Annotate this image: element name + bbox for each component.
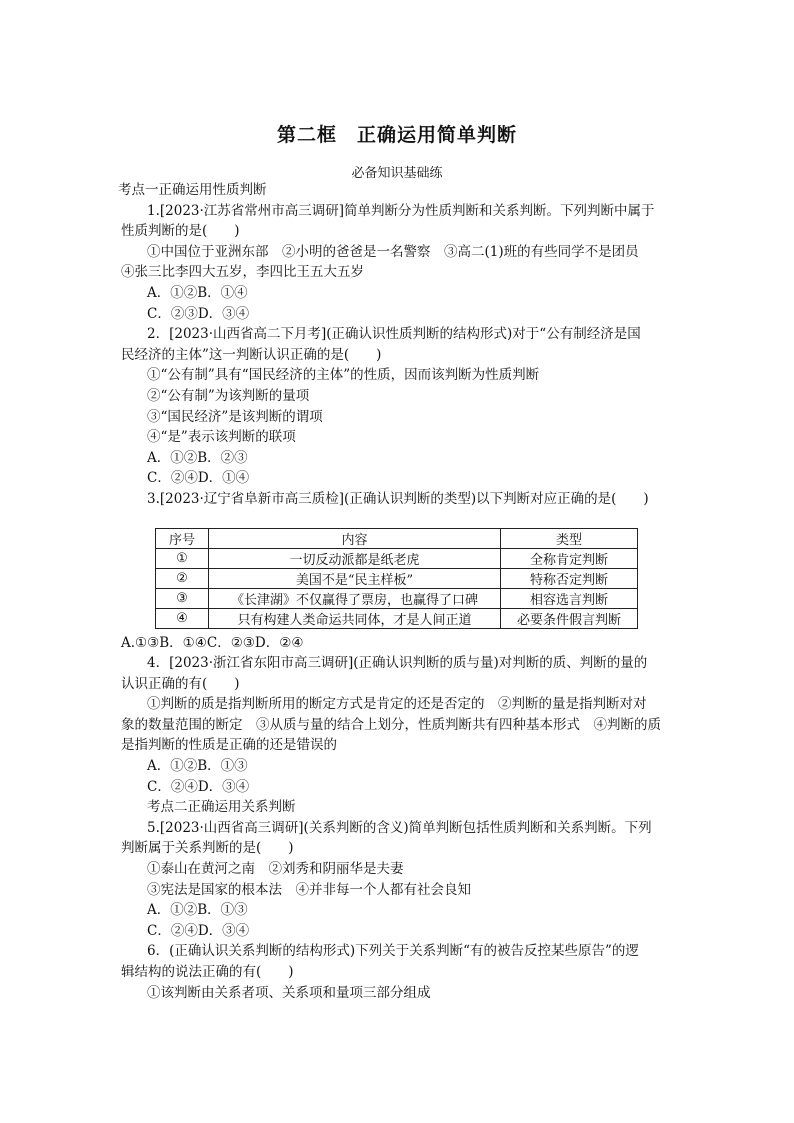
q2-stem-line2: 民经济的主体”这一判断认识正确的是( ) [121,346,382,363]
table-row [156,608,638,628]
q3-answers: A.①③B．①④C．②③D．②④ [121,634,304,651]
table-header-row [156,528,638,548]
question-content [118,180,675,1003]
table-row [156,548,638,568]
q1-answers-cd: C．②③D．③④ [147,305,250,322]
table-header-cell: 类型 [501,528,638,548]
q1-answers-ab: A．①②B．①④ [147,284,248,301]
table-cell: ② [156,568,209,588]
q3-stem: 3.[2023·辽宁省阜新市高三质检](正确认识判断的类型)以下判断对应正确的是( ) [147,490,649,507]
q4-stem-line1: 4．[2023·浙江省东阳市高三调研](正确认识判断的质与量)对判断的质、判断的量的 [147,655,648,672]
q2-option-3: ③“国民经济”是该判断的谓项 [147,408,323,425]
q1-options-line1: ①中国位于亚洲东部 ②小明的爸爸是一名警察 ③高二(1)班的有些同学不是团员 [147,243,639,260]
q1-options-line2: ④张三比李四大五岁，李四比王五大五岁 [121,264,364,281]
table-row [156,588,638,608]
table-cell: 全称肯定判断 [501,548,638,568]
q2-option-4: ④“是”表示该判断的联项 [147,429,296,446]
q1-stem-line1: 1.[2023·江苏省常州市高三调研]简单判断分为性质判断和关系判断。下列判断中属于 [147,202,655,219]
q4-body-line3: 是指判断的性质是正确的还是错误的 [121,737,337,754]
q6-stem-line2: 辑结构的说法正确的有( ) [121,964,294,980]
q5-options-line2: ③宪法是国家的根本法 ④并非每一个人都有社会良知 [147,881,471,898]
q2-answers-ab: A．①②B．②③ [147,449,248,466]
table-cell: 必要条件假言判断 [501,608,638,628]
q6-option-1: ①该判断由关系者项、关系项和量项三部分组成 [147,984,431,1001]
page-title: 第二框 正确运用简单判断 [276,124,517,146]
q2-option-2: ②“公有制”为该判断的量项 [147,387,310,404]
section-heading-2: 考点二正确运用关系判断 [147,799,296,816]
table-cell: ① [156,548,209,568]
table-cell: 一切反动派都是纸老虎 [209,548,501,568]
table-cell: 美国不是“民主样板” [209,568,501,588]
q2-answers-cd: C．②④D．①④ [147,470,250,487]
q5-answers-cd: C．②④D．③④ [147,922,250,939]
q4-body-line1: ①判断的质是指判断所用的断定方式是肯定的还是否定的 ②判断的量是指判断对对 [147,696,647,713]
q4-body-line2: 象的数量范围的断定 ③从质与量的结合上划分，性质判断共有四种基本形式 ④判断的质 [121,716,661,733]
table-cell: 《长津湖》不仅赢得了票房，也赢得了口碑 [209,588,501,608]
table-cell: 只有构建人类命运共同体，才是人间正道 [209,608,501,628]
table-cell: ③ [156,588,209,608]
q3-table [155,528,638,629]
table-cell: 特称否定判断 [501,568,638,588]
q6-stem-line1: 6．(正确认识关系判断的结构形式)下列关于关系判断“有的被告反控某些原告”的逻 [147,943,639,960]
table-cell: 相容选言判断 [501,588,638,608]
table-row [156,568,638,588]
page-subtitle: 必备知识基础练 [351,166,443,181]
section-heading-1: 考点一正确运用性质判断 [118,182,267,198]
q5-answers-ab: A．①②B．①③ [147,902,248,919]
q4-stem-line2: 认识正确的有( ) [121,675,240,692]
table-header-cell: 序号 [156,528,209,548]
q4-answers-ab: A．①②B．①③ [147,758,248,775]
q2-stem-line1: 2．[2023·山西省高二下月考](正确认识性质判断的结构形式)对于“公有制经济是国 [147,326,641,343]
q5-stem-line2: 判断属于关系判断的是( ) [121,840,294,857]
q4-answers-cd: C．②④D．③④ [147,778,250,795]
q5-stem-line1: 5.[2023·山西省高三调研](关系判断的含义)简单判断包括性质判断和关系判断。下列 [147,819,652,836]
q1-stem-line2: 性质判断的是( ) [121,223,240,240]
q5-options-line1: ①泰山在黄河之南 ②刘秀和阴丽华是夫妻 [147,861,404,878]
q2-option-1: ①“公有制”具有“国民经济的主体”的性质，因而该判断为性质判断 [147,367,540,384]
table-cell: ④ [156,608,209,628]
table-header-cell: 内容 [209,528,501,548]
